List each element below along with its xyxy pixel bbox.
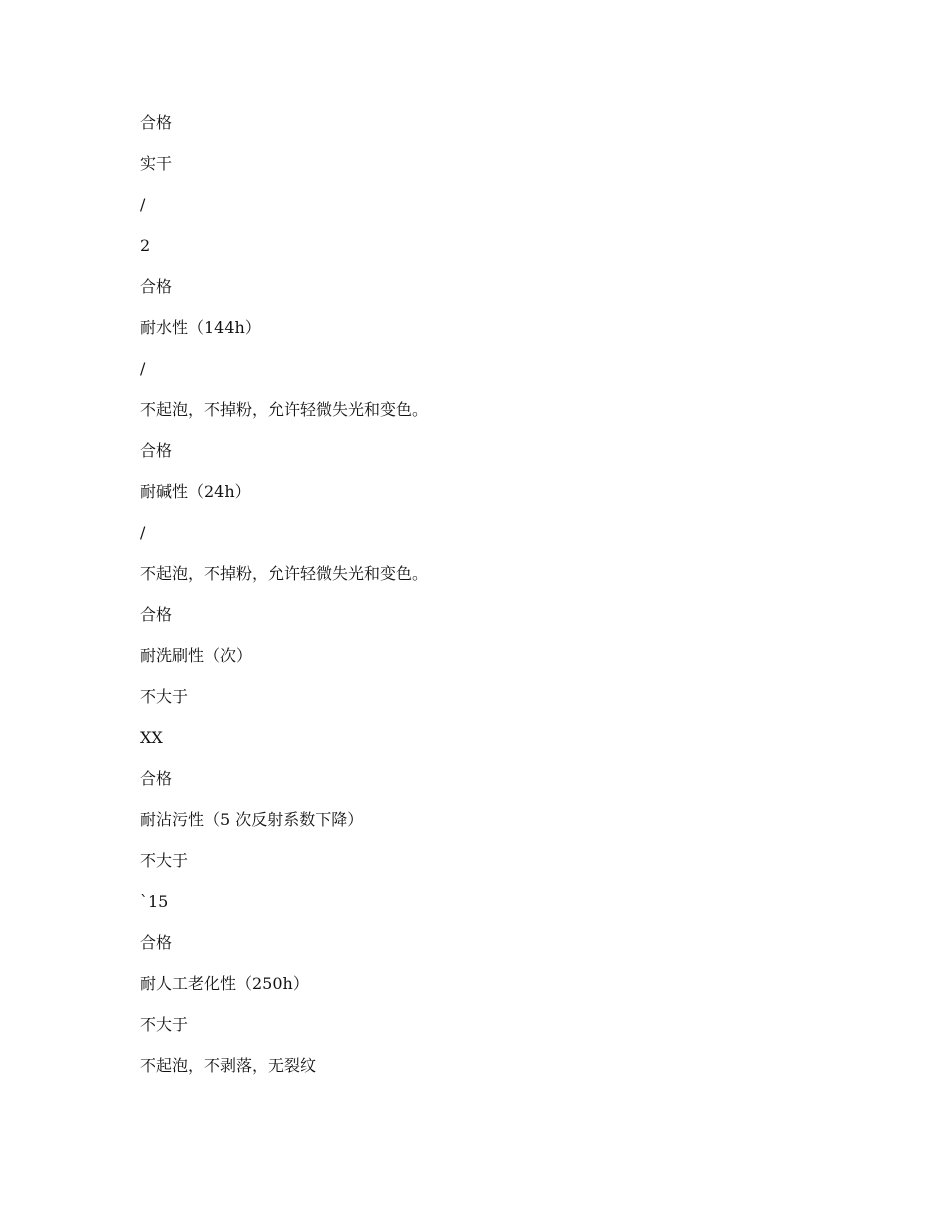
- text-line: 合格: [140, 605, 173, 624]
- text-line: 不大于: [140, 851, 189, 870]
- text-line: 合格: [140, 933, 173, 952]
- text-line: `15: [140, 892, 169, 911]
- text-line: 不起泡，不掉粉，允许轻微失光和变色。: [140, 400, 429, 419]
- text-line: 耐人工老化性（250h）: [140, 974, 309, 993]
- text-line: 耐洗刷性（次）: [140, 646, 253, 665]
- text-line: 合格: [140, 769, 173, 788]
- text-line: 合格: [140, 277, 173, 296]
- text-line: 耐沾污性（5 次反射系数下降）: [140, 810, 364, 829]
- text-line: /: [140, 523, 146, 542]
- document-text-block: [140, 111, 428, 1095]
- text-line: /: [140, 359, 146, 378]
- text-line: XX: [140, 728, 163, 747]
- text-line: 合格: [140, 441, 173, 460]
- text-line: 耐水性（144h）: [140, 318, 261, 337]
- text-line: /: [140, 195, 146, 214]
- text-line: 2: [140, 236, 151, 255]
- text-line: 不起泡，不掉粉，允许轻微失光和变色。: [140, 564, 429, 583]
- text-line: 不大于: [140, 1015, 189, 1034]
- text-line: 不大于: [140, 687, 189, 706]
- text-line: 合格: [140, 113, 173, 132]
- text-line: 实干: [140, 154, 173, 173]
- text-line: 不起泡，不剥落，无裂纹: [140, 1056, 317, 1075]
- text-line: 耐碱性（24h）: [140, 482, 251, 501]
